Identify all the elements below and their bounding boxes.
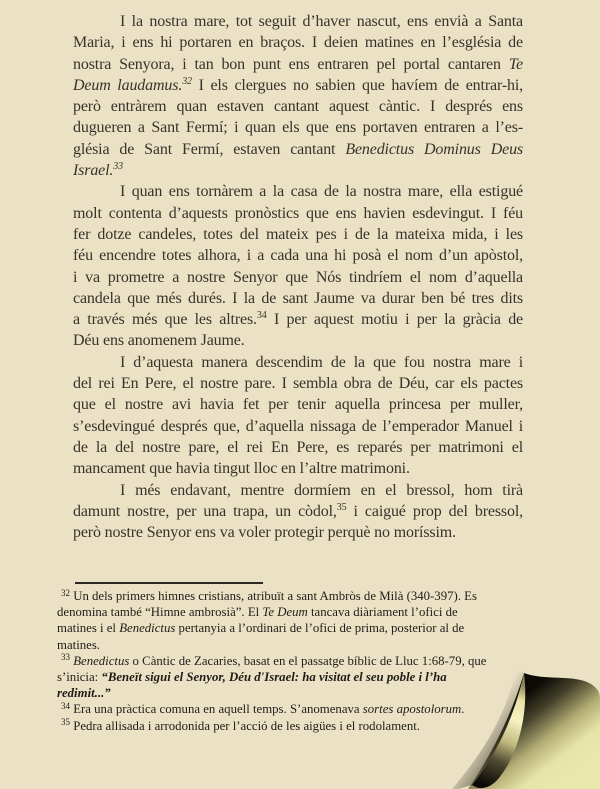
footnote-line bbox=[57, 588, 519, 604]
body-text-line bbox=[73, 373, 523, 394]
footnote-reference: 35 bbox=[336, 501, 347, 513]
text-run: Maria, i ens hi portaren en braços. I deien matines en l’església de bbox=[73, 34, 523, 52]
footnote-line bbox=[57, 637, 519, 653]
text-run: Israel. bbox=[73, 162, 114, 180]
text-run: tancava diàriament l’ofici de bbox=[307, 605, 458, 620]
body-text-line bbox=[73, 96, 523, 117]
page-curl[interactable] bbox=[450, 658, 600, 789]
footnote-reference: 35 bbox=[61, 717, 70, 727]
body-text-line bbox=[73, 458, 523, 479]
body-text-line bbox=[73, 416, 523, 437]
footnote-line bbox=[57, 604, 519, 620]
text-run: dugueren a Sant Fermí; i quan els que ens portaven entraren a l’es- bbox=[73, 119, 523, 137]
body-text-line bbox=[73, 224, 523, 245]
text-run: s’esdevingué després que, d’aquella nissaga de l’emperador Manuel i bbox=[73, 417, 523, 435]
body-text-line bbox=[73, 181, 523, 202]
body-text-line bbox=[73, 501, 523, 522]
text-run: que el nostre avi havia fet per tenir aquella princesa per muller, bbox=[73, 396, 523, 414]
footnote-reference: 33 bbox=[113, 161, 123, 173]
footnote-reference: 34 bbox=[256, 310, 267, 322]
text-run: Pedra allisada i arrodonida per l’acció de les aigües i el rodolament. bbox=[70, 718, 421, 733]
text-run: Benedictus bbox=[73, 653, 130, 668]
text-run: de la del nostre pare, el rei En Pere, es reparés per matrimoni el bbox=[73, 438, 523, 456]
text-run: a través més que les altres. bbox=[73, 311, 257, 329]
body-text bbox=[73, 11, 523, 543]
body-text-line bbox=[73, 32, 523, 53]
text-run: glésia de Sant Fermí, estaven cantant bbox=[73, 140, 346, 158]
footnote-line bbox=[57, 620, 519, 636]
text-run: damunt nostre, per una trapa, un còdol, bbox=[73, 502, 337, 520]
footnote-reference: 32 bbox=[61, 587, 70, 598]
body-text-line bbox=[73, 75, 523, 96]
text-run: I per aquest motiu i per la gràcia de bbox=[266, 311, 524, 329]
body-text-line bbox=[73, 330, 523, 351]
text-run: Déu ens anomenem Jaume. bbox=[73, 332, 245, 350]
body-text-line bbox=[73, 11, 523, 32]
text-run: candela que més durés. I la de sant Jaume va durar ben bé tres dits bbox=[73, 289, 523, 307]
text-run: Benedictus bbox=[119, 621, 176, 636]
text-run: . bbox=[461, 702, 465, 717]
body-text-line bbox=[73, 267, 523, 288]
footnote-reference: 33 bbox=[61, 652, 70, 663]
body-text-line bbox=[73, 522, 523, 543]
body-text-line bbox=[73, 352, 523, 373]
text-run: sortes apostolorum bbox=[362, 702, 462, 717]
text-run: féu encendre totes alhora, i a cada una hi posà el nom d’un apòstol, bbox=[73, 247, 523, 265]
body-text-line bbox=[73, 480, 523, 501]
text-run: nostra Senyora, i tan bon punt ens entraren pel portal cantaren bbox=[73, 55, 509, 73]
text-run: però nostre Senyor ens va voler protegir perquè no moríssim. bbox=[73, 524, 456, 542]
footnote-reference: 34 bbox=[61, 700, 70, 711]
body-text-line bbox=[73, 117, 523, 138]
footnote-reference: 32 bbox=[182, 75, 192, 87]
body-text-line bbox=[73, 394, 523, 415]
body-text-line bbox=[73, 288, 523, 309]
text-run: s’inicia: bbox=[57, 669, 102, 684]
body-text-line bbox=[73, 139, 523, 160]
body-text-line bbox=[73, 203, 523, 224]
text-run: Te bbox=[508, 55, 523, 73]
text-run: I d’aquesta manera descendim de la que fou nostra mare i bbox=[120, 353, 523, 371]
text-run: i va prometre a nostre Senyor que Nós tindríem el nom d’aquella bbox=[73, 268, 523, 286]
text-run: matines i el bbox=[57, 621, 120, 636]
text-run: però entràrem quan estaven cantant aquest càntic. I després ens bbox=[73, 98, 523, 116]
body-text-line bbox=[73, 245, 523, 266]
text-run: “Beneït sigui el Senyor, Déu d'Israel: ha visitat el seu poble i l’ha bbox=[101, 669, 447, 684]
text-run: I la nostra mare, tot seguit d’haver nascut, ens envià a Santa bbox=[120, 13, 523, 30]
text-run: I els clergues no sabien que havíem de entrar-hi, bbox=[191, 76, 523, 94]
footnote-separator bbox=[75, 582, 263, 584]
text-run: Te Deum bbox=[262, 605, 308, 620]
body-text-line bbox=[73, 54, 523, 75]
text-run: Era una pràctica comuna en aquell temps. S’anomenava bbox=[70, 702, 363, 717]
text-run: I més endavant, mentre dormíem en el bressol, hom tirà bbox=[120, 481, 523, 499]
text-run: Deum laudamus. bbox=[73, 76, 183, 94]
text-run: pertanyia a l’ordinari de l’ofici de prima, posterior al de bbox=[175, 621, 465, 636]
text-run: i caigué prop del bressol, bbox=[346, 502, 523, 520]
text-run: mancament que havia tingut lloc en l’altre matrimoni. bbox=[73, 460, 410, 478]
body-text-line bbox=[73, 437, 523, 458]
text-run: I quan ens tornàrem a la casa de la nostra mare, ella estigué bbox=[120, 183, 523, 201]
text-run: redimit...” bbox=[57, 686, 111, 701]
body-text-line bbox=[73, 309, 523, 330]
text-run: fer dotze candeles, totes del mateix pes i de la mateixa mida, i les bbox=[73, 225, 523, 243]
text-run: o Càntic de Zacaries, basat en el passatge bíblic de Lluc 1:68-79, que bbox=[129, 653, 487, 668]
text-run: Benedictus Dominus Deus bbox=[345, 140, 523, 158]
text-run: denomina també “Himne ambrosià”. El bbox=[57, 605, 263, 620]
text-run: matines. bbox=[57, 637, 101, 652]
body-text-line bbox=[73, 160, 523, 181]
text-run: Un dels primers himnes cristians, atribuït a sant Ambròs de Milà (340-397). Es bbox=[70, 589, 477, 603]
text-run: molt contenta d’aquests pronòstics que ens havien esdevingut. I féu bbox=[73, 204, 523, 222]
text-run: del rei En Pere, el nostre pare. I sembla obra de Déu, car els pactes bbox=[73, 375, 523, 393]
